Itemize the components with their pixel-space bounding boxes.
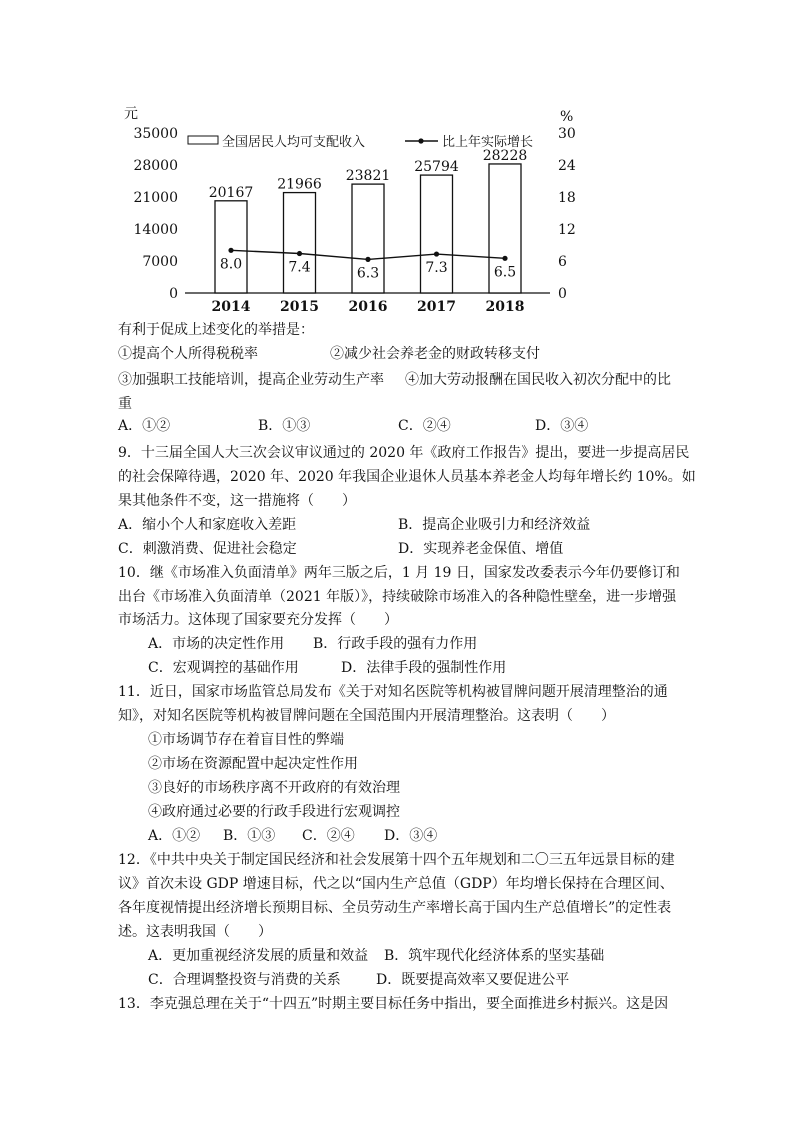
income-chart [110, 100, 590, 320]
q8-option-4-cont: 重 [118, 396, 132, 412]
left-axis-ticks [133, 126, 178, 302]
q8-choice-c: C．②④ [398, 418, 451, 434]
q8-option-3: ③加强职工技能培训，提高企业劳动生产率 [118, 372, 384, 388]
q11-choice-c: C．②④ [302, 828, 355, 844]
growth-point-label: 8.0 [219, 256, 243, 273]
q12-choice-d: D．既要提高效率又要促进公平 [376, 972, 570, 988]
left-axis-tick-label: 28000 [133, 158, 178, 174]
q8-option-1: ①提高个人所得税税率 [118, 346, 258, 362]
q11-line-1: 11．近日，国家市场监管总局发布《关于对知名医院等机构被冒牌问题开展清理整治的通 [118, 684, 668, 700]
right-axis-tick-label: 12 [558, 222, 576, 238]
x-axis-tick-label: 2014 [211, 299, 251, 315]
q12-choice-a: A．更加重视经济发展的质量和效益 [148, 948, 369, 964]
q11-choice-b: B．①③ [223, 828, 276, 844]
q8-choice-b: B．①③ [258, 418, 311, 434]
q8-choice-d: D．③④ [535, 418, 589, 434]
growth-point [502, 256, 507, 261]
income-bar-label: 21966 [277, 176, 322, 193]
q10-line-2: 出台《市场准入负面清单（2021 年版）》，持续破除市场准入的各种隐性壁垒，进一步增强 [118, 589, 677, 605]
left-axis-tick-label: 21000 [133, 190, 178, 206]
income-bar-label: 23821 [345, 168, 391, 185]
x-axis-tick-label: 2015 [280, 299, 319, 315]
income-bar-label: 25794 [414, 159, 459, 176]
q9-choice-a: A．缩小个人和家庭收入差距 [118, 517, 297, 533]
q10-choice-c: C．宏观调控的基础作用 [148, 660, 299, 676]
q11-choice-a: A．①② [148, 828, 201, 844]
growth-point-label: 6.5 [493, 264, 517, 281]
left-axis-tick-label: 7000 [142, 254, 178, 270]
q13-line-1: 13．李克强总理在关于“十四五”时期主要目标任务中指出，要全面推进乡村振兴。这是因 [118, 996, 669, 1012]
q12-line-4: 述。这表明我国（ ） [118, 924, 272, 940]
right-axis-tick-label: 30 [558, 126, 576, 142]
q8-choice-a: A．①② [118, 418, 171, 434]
q11-option-1: ①市场调节存在着盲目性的弊端 [148, 732, 344, 748]
q12-choice-c: C．合理调整投资与消费的关系 [148, 972, 341, 988]
right-axis-tick-label: 18 [558, 190, 576, 206]
q12-choice-b: B．筑牢现代化经济体系的坚实基础 [384, 948, 605, 964]
q12-line-2: 议》首次未设 GDP 增速目标，代之以“国内生产总值（GDP）年均增长保持在合理区间、 [118, 876, 674, 892]
x-axis-tick-label: 2017 [417, 299, 456, 315]
q9-line-3: 果其他条件不变，这一措施将（ ） [118, 493, 356, 509]
growth-point [228, 248, 233, 253]
q8-stem: 有利于促成上述变化的举措是： [118, 322, 314, 338]
q11-line-2: 知》，对知名医院等机构被冒牌问题在全国范围内开展清理整治。这表明（ ） [118, 708, 615, 724]
q8-option-2: ②减少社会养老金的财政转移支付 [330, 346, 540, 362]
q9-line-2: 的社会保障待遇，2020 年、2020 年我国企业退休人员基本养老金人均每年增长约 10%。如 [118, 469, 696, 485]
x-axis-labels [212, 299, 525, 315]
income-bar-label: 20167 [208, 184, 254, 201]
q11-option-2: ②市场在资源配置中起决定性作用 [148, 756, 358, 772]
q11-option-4: ④政府通过必要的行政手段进行宏观调控 [148, 804, 400, 820]
q10-line-1: 10．继《市场准入负面清单》两年三版之后，1 月 19 日，国家发改委表示今年仍要修订和 [118, 565, 680, 581]
q11-option-3: ③良好的市场秩序离不开政府的有效治理 [148, 780, 400, 796]
left-axis-unit: 元 [124, 106, 138, 122]
left-axis-tick-label: 0 [169, 286, 178, 302]
right-axis-ticks [558, 126, 576, 302]
q11-choice-d: D．③④ [384, 828, 438, 844]
right-axis-tick-label: 6 [558, 254, 567, 270]
growth-point-label: 7.3 [425, 260, 448, 277]
right-axis-tick-label: 0 [558, 286, 567, 302]
income-bar [284, 193, 316, 293]
left-axis-tick-label: 14000 [133, 222, 178, 238]
right-axis-unit: % [560, 109, 574, 125]
q9-line-1: 9．十三届全国人大三次会议审议通过的 2020 年《政府工作报告》提出，要进一步提高居民 [118, 445, 690, 461]
q12-line-3: 各年度视情提出经济增长预期目标、全员劳动生产率增长高于国内生产总值增长”的定性表 [118, 900, 672, 916]
growth-point-label: 6.3 [356, 265, 380, 282]
q12-line-1: 12．《中共中央关于制定国民经济和社会发展第十四个五年规划和二〇三五年远景目标的建 [118, 852, 675, 868]
x-axis-tick-label: 2018 [485, 299, 525, 315]
growth-point [434, 251, 439, 256]
legend-bar-label: 全国居民人均可支配收入 [222, 135, 366, 150]
legend-bar-swatch [188, 136, 218, 144]
q9-choice-c: C．刺激消费、促进社会稳定 [118, 541, 297, 557]
x-axis-tick-label: 2016 [348, 299, 388, 315]
q10-choice-d: D．法律手段的强制性作用 [341, 660, 507, 676]
income-bar [215, 201, 247, 293]
income-bar-label: 28228 [482, 147, 528, 164]
q10-choice-b: B．行政手段的强有力作用 [313, 636, 478, 652]
q9-choice-d: D．实现养老金保值、增值 [398, 541, 564, 557]
legend-line-label: 比上年实际增长 [442, 135, 534, 150]
growth-point [297, 251, 302, 256]
q8-option-4: ④加大劳动报酬在国民收入初次分配中的比 [405, 372, 671, 388]
left-axis-tick-label: 35000 [133, 126, 178, 142]
legend-line-marker [418, 138, 423, 143]
growth-point-label: 7.4 [288, 259, 311, 276]
legend [188, 134, 533, 150]
q10-line-3: 市场活力。这体现了国家要充分发挥（ ） [118, 612, 398, 628]
right-axis-tick-label: 24 [558, 158, 576, 174]
q10-choice-a: A．市场的决定性作用 [148, 636, 285, 652]
q9-choice-b: B．提高企业吸引力和经济效益 [398, 517, 591, 533]
growth-point [365, 257, 370, 262]
